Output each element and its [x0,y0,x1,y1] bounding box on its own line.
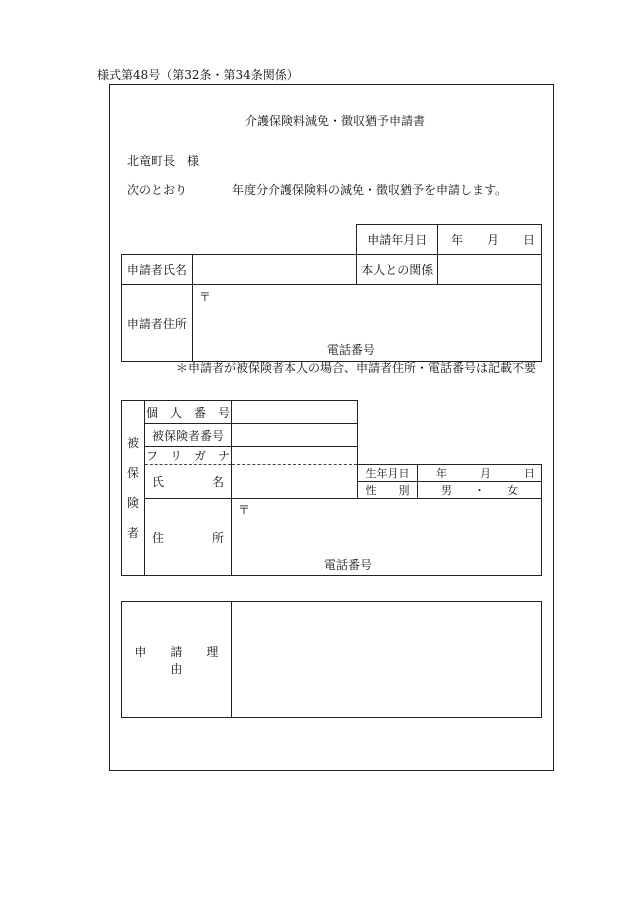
insured-side-label: 被 保 険 者 [122,401,145,576]
form-number: 様式第48号（第32条・第34条関係） [97,68,299,82]
sex-field[interactable]: 男 ・ 女 [418,482,542,499]
insured-table [121,400,542,576]
applicant-address-label: 申請者住所 [122,285,193,362]
personal-number-field[interactable] [232,401,358,424]
form-title: 介護保険料減免・徴収猶予申請書 [245,114,426,128]
applicant-address-field[interactable] [192,285,541,362]
intro-body: 年度分介護保険料の減免・徴収猶予を申請します。 [232,183,508,197]
addressee: 北竜町長 様 [127,154,200,168]
furigana-field[interactable] [232,447,358,465]
intro-prefix: 次のとおり [127,183,188,197]
reason-table [121,601,542,718]
applicant-note: ＊申請者が被保険者本人の場合、申請者住所・電話番号は記載不要 [176,361,537,375]
insured-postal-mark: 〒 [238,503,251,517]
sex-label: 性 別 [358,482,418,499]
applicant-name-label: 申請者氏名 [122,255,193,285]
personal-number-label: 個 人 番 号 [145,401,232,424]
reason-field[interactable] [231,602,541,718]
insured-phone-label: 電話番号 [324,558,373,572]
insured-address-label: 住 所 [145,499,232,576]
birthdate-field[interactable]: 年 月 日 [418,465,542,482]
relation-label: 本人との関係 [357,255,438,285]
application-date-label: 申請年月日 [357,225,438,255]
insured-address-field[interactable] [232,499,542,576]
insured-name-field[interactable] [232,465,358,499]
reason-label: 申 請 理 由 [122,602,232,718]
insured-number-field[interactable] [232,424,358,447]
applicant-phone-label: 電話番号 [326,343,375,357]
applicant-postal-mark: 〒 [198,290,211,304]
insured-name-label: 氏 名 [145,465,232,499]
birthdate-label: 生年月日 [358,465,418,482]
application-date-field[interactable]: 年 月 日 [438,225,542,255]
applicant-table [121,224,542,362]
applicant-name-field[interactable] [192,255,357,285]
furigana-label: フ リ ガ ナ [145,447,232,465]
relation-field[interactable] [438,255,542,285]
insured-number-label: 被保険者番号 [145,424,232,447]
